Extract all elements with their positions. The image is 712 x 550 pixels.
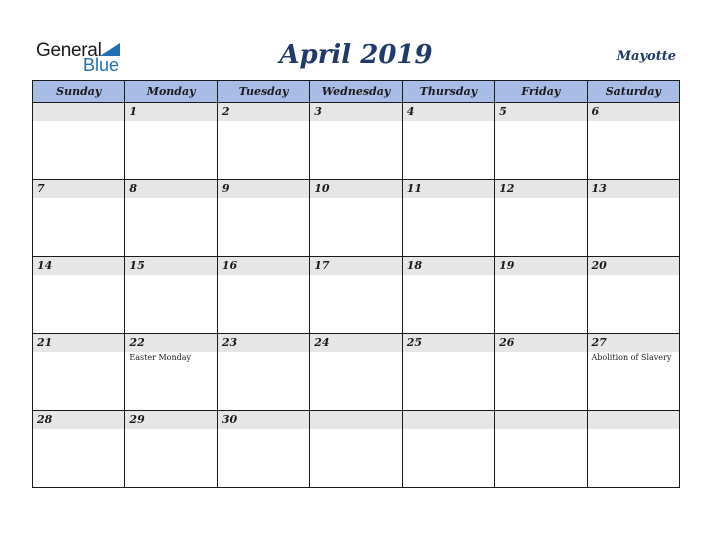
- day-number: 6: [588, 103, 679, 121]
- day-number: 1: [125, 103, 216, 121]
- holiday-label: [33, 275, 124, 276]
- day-number: 16: [218, 257, 309, 275]
- day-cell: [125, 411, 217, 488]
- day-number: 29: [125, 411, 216, 429]
- calendar-title: April 2019: [279, 40, 433, 70]
- holiday-label: [403, 198, 494, 199]
- holiday-label: [33, 121, 124, 122]
- day-cell: [402, 180, 494, 257]
- day-cell: [310, 334, 402, 411]
- weekday-saturday: Saturday: [587, 81, 679, 103]
- holiday-label: [403, 352, 494, 353]
- weekday-tuesday: Tuesday: [217, 81, 309, 103]
- day-number: 20: [588, 257, 679, 275]
- holiday-label: [403, 429, 494, 430]
- day-cell: [587, 257, 679, 334]
- day-cell: [310, 257, 402, 334]
- day-number: 11: [403, 180, 494, 198]
- holiday-label: [125, 429, 216, 430]
- day-number: 9: [218, 180, 309, 198]
- day-number: 7: [33, 180, 124, 198]
- holiday-label: [218, 352, 309, 353]
- day-number: 18: [403, 257, 494, 275]
- day-cell: [125, 103, 217, 180]
- calendar-grid: [32, 80, 680, 488]
- day-number: [495, 411, 586, 429]
- holiday-label: [588, 275, 679, 276]
- holiday-label: [33, 429, 124, 430]
- day-number: 15: [125, 257, 216, 275]
- day-number: 26: [495, 334, 586, 352]
- day-cell: [217, 334, 309, 411]
- holiday-label: [33, 352, 124, 353]
- day-cell: [495, 257, 587, 334]
- day-cell: [402, 103, 494, 180]
- holiday-label: [588, 198, 679, 199]
- day-cell: [587, 334, 679, 411]
- holiday-label: [310, 352, 401, 353]
- day-cell: [402, 334, 494, 411]
- holiday-label: [495, 198, 586, 199]
- day-number: 8: [125, 180, 216, 198]
- day-cell: [495, 180, 587, 257]
- day-cell: [310, 411, 402, 488]
- day-number: 23: [218, 334, 309, 352]
- day-number: 4: [403, 103, 494, 121]
- day-number: [33, 103, 124, 121]
- day-cell: [587, 411, 679, 488]
- holiday-label: [495, 429, 586, 430]
- day-cell: [402, 257, 494, 334]
- holiday-label: Easter Monday: [129, 353, 192, 362]
- holiday-label: [403, 121, 494, 122]
- week-row: [33, 334, 680, 411]
- day-number: 17: [310, 257, 401, 275]
- day-number: 13: [588, 180, 679, 198]
- weekday-thursday: Thursday: [402, 81, 494, 103]
- holiday-label: [125, 121, 216, 122]
- day-number: [588, 411, 679, 429]
- logo-blue-text: Blue: [83, 55, 120, 75]
- weekday-sunday: Sunday: [33, 81, 125, 103]
- day-number: 19: [495, 257, 586, 275]
- holiday-label: [495, 275, 586, 276]
- day-number: 2: [218, 103, 309, 121]
- day-cell: [587, 103, 679, 180]
- day-cell: [125, 257, 217, 334]
- region-label: Mayotte: [616, 49, 676, 64]
- day-number: 22: [125, 334, 216, 352]
- day-cell: [310, 180, 402, 257]
- day-cell: [125, 180, 217, 257]
- day-cell: [33, 257, 125, 334]
- holiday-label: [310, 429, 401, 430]
- day-number: 21: [33, 334, 124, 352]
- holiday-label: [218, 429, 309, 430]
- holiday-label: [218, 275, 309, 276]
- day-number: 5: [495, 103, 586, 121]
- day-cell: [125, 334, 217, 411]
- holiday-label: [218, 198, 309, 199]
- day-number: [403, 411, 494, 429]
- day-cell: [495, 103, 587, 180]
- logo-general-text: General: [36, 40, 102, 61]
- day-number: 30: [218, 411, 309, 429]
- day-number: 14: [33, 257, 124, 275]
- weekday-wednesday: Wednesday: [310, 81, 402, 103]
- weekday-header-row: [33, 81, 680, 103]
- day-cell: [495, 334, 587, 411]
- day-number: 25: [403, 334, 494, 352]
- holiday-label: [125, 198, 216, 199]
- day-cell: [217, 411, 309, 488]
- holiday-label: [588, 429, 679, 430]
- day-cell: [33, 180, 125, 257]
- day-number: 27: [588, 334, 679, 352]
- day-number: 10: [310, 180, 401, 198]
- day-number: 12: [495, 180, 586, 198]
- week-row: [33, 411, 680, 488]
- holiday-label: [495, 352, 586, 353]
- day-number: 24: [310, 334, 401, 352]
- week-row: [33, 103, 680, 180]
- day-number: 28: [33, 411, 124, 429]
- week-row: [33, 257, 680, 334]
- day-cell: [33, 334, 125, 411]
- day-cell: [217, 103, 309, 180]
- day-cell: [587, 180, 679, 257]
- day-number: 3: [310, 103, 401, 121]
- day-cell: [33, 103, 125, 180]
- holiday-label: [125, 275, 216, 276]
- day-cell: [217, 257, 309, 334]
- holiday-label: [310, 198, 401, 199]
- day-cell: [495, 411, 587, 488]
- week-row: [33, 180, 680, 257]
- weekday-monday: Monday: [125, 81, 217, 103]
- calendar-body: [33, 103, 680, 488]
- holiday-label: [310, 275, 401, 276]
- holiday-label: [403, 275, 494, 276]
- holiday-label: [588, 121, 679, 122]
- day-number: [310, 411, 401, 429]
- holiday-label: [218, 121, 309, 122]
- weekday-friday: Friday: [495, 81, 587, 103]
- day-cell: [402, 411, 494, 488]
- holiday-label: Abolition of Slavery: [591, 353, 672, 362]
- holiday-label: [33, 198, 124, 199]
- day-cell: [217, 180, 309, 257]
- holiday-label: [495, 121, 586, 122]
- holiday-label: [310, 121, 401, 122]
- day-cell: [310, 103, 402, 180]
- day-cell: [33, 411, 125, 488]
